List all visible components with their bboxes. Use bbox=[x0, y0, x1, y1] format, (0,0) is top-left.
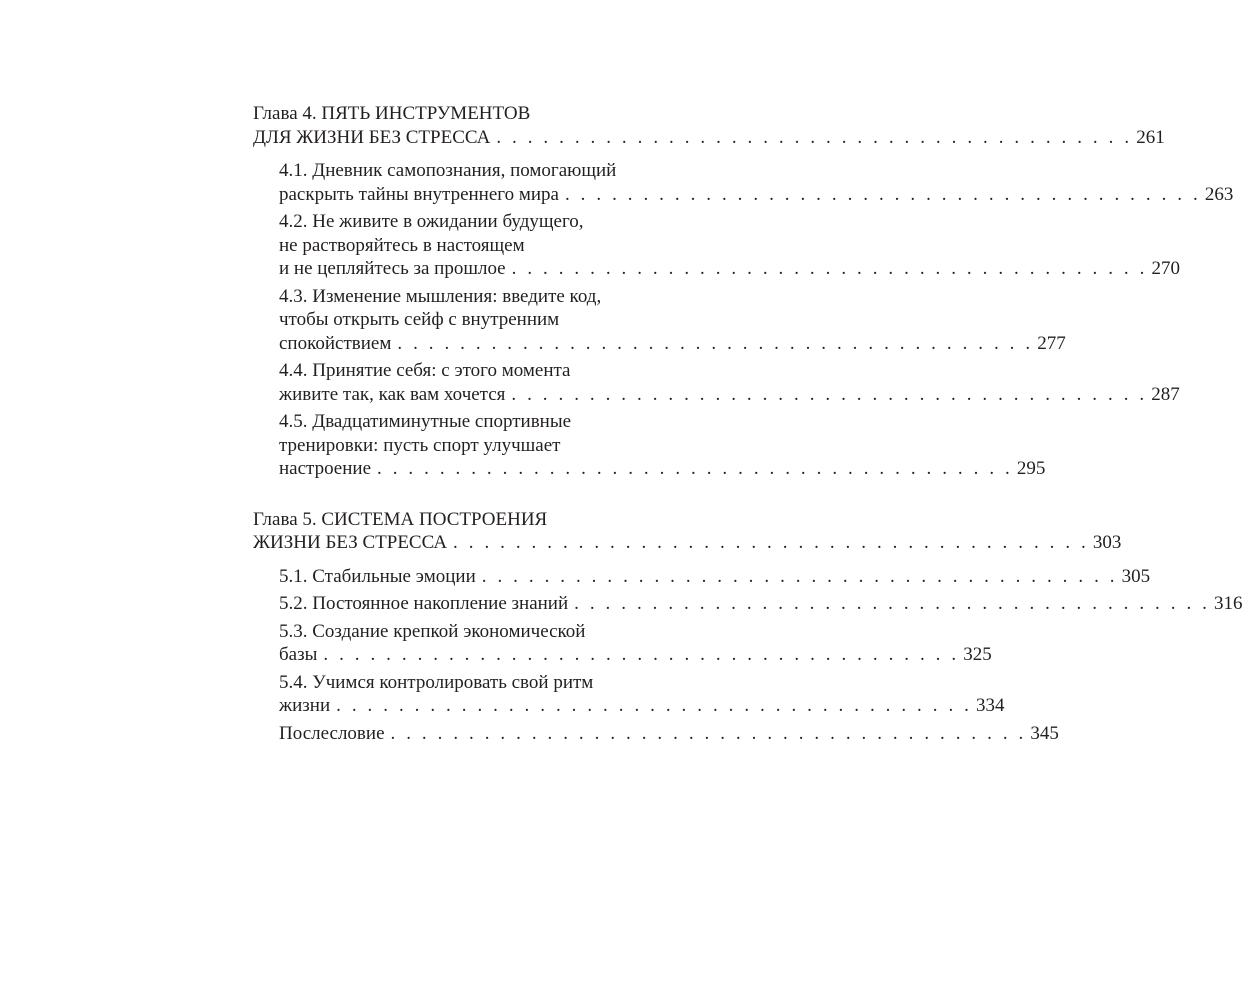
toc-entry bbox=[253, 359, 1180, 406]
chapter-5 bbox=[253, 508, 1243, 746]
entry-line: жизни bbox=[279, 695, 331, 716]
toc-entry bbox=[253, 410, 1046, 481]
toc-entry bbox=[253, 722, 1059, 746]
page-number: 270 bbox=[1151, 258, 1180, 279]
entry-line: не растворяйтесь в настоящем bbox=[279, 234, 525, 256]
toc-entry bbox=[253, 592, 1243, 616]
toc-entry bbox=[253, 210, 1180, 281]
entry-line: 4.1. Дневник самопознания, помогающий bbox=[279, 160, 617, 181]
page-number: 325 bbox=[963, 644, 992, 665]
entry-line: базы bbox=[279, 644, 318, 665]
chapter-title-line: Глава 4. ПЯТЬ ИНСТРУМЕНТОВ bbox=[253, 103, 531, 124]
dot-leader: . . . . . . . . . . . . . . . . . . . . . . . . . . . . . . . . . . . . . . . . . bbox=[453, 532, 1089, 553]
toc-entry bbox=[253, 285, 1066, 356]
entry-line: 4.4. Принятие себя: с этого момента bbox=[279, 360, 571, 381]
dot-leader: . . . . . . . . . . . . . . . . . . . . . . . . . . . . . . . . . . . . . . . . . bbox=[481, 565, 1118, 587]
entry-line: тренировки: пусть спорт улучшает bbox=[279, 434, 561, 456]
toc-entry bbox=[253, 620, 992, 667]
entry-line: 4.3. Изменение мышления: введите код, bbox=[279, 285, 602, 307]
chapter-title-line: ДЛЯ ЖИЗНИ БЕЗ СТРЕССА bbox=[253, 126, 491, 148]
dot-leader: . . . . . . . . . . . . . . . . . . . . . . . . . . . . . . . . . . . . . . . . . bbox=[323, 644, 960, 665]
entry-line: раскрыть тайны внутреннего мира bbox=[279, 183, 559, 205]
chapter-heading bbox=[253, 102, 1165, 149]
page-number: 261 bbox=[1136, 126, 1165, 148]
entry-line: и не цепляйтесь за прошлое bbox=[279, 258, 506, 279]
page-number: 305 bbox=[1121, 565, 1151, 587]
chapter-title-line: ЖИЗНИ БЕЗ СТРЕССА bbox=[253, 532, 448, 553]
toc-entry bbox=[253, 159, 1234, 206]
entry-line: 4.2. Не живите в ожидании будущего, bbox=[279, 211, 584, 232]
page-number: 345 bbox=[1030, 722, 1059, 744]
dot-leader: . . . . . . . . . . . . . . . . . . . . . . . . . . . . . . . . . . . . . . . . . bbox=[574, 593, 1210, 614]
entry-line: 5.4. Учимся контролировать свой ритм bbox=[279, 671, 594, 693]
entry-line: спокойствием bbox=[279, 332, 392, 354]
page-number: 303 bbox=[1092, 532, 1122, 553]
dot-leader: . . . . . . . . . . . . . . . . . . . . . . . . . . . . . . . . . . . . . . . . . bbox=[564, 183, 1201, 205]
entry-line: 4.5. Двадцатиминутные спортивные bbox=[279, 411, 572, 432]
toc-entry bbox=[253, 565, 1151, 589]
dot-leader: . . . . . . . . . . . . . . . . . . . . . . . . . . . . . . . . . . . . . . . . . bbox=[511, 383, 1148, 405]
entry-line: чтобы открыть сейф с внутренним bbox=[279, 309, 560, 330]
page-number: 263 bbox=[1204, 183, 1234, 205]
page-number: 287 bbox=[1151, 383, 1180, 405]
dot-leader: . . . . . . . . . . . . . . . . . . . . . . . . . . . . . . . . . . . . . . . . . bbox=[511, 258, 1148, 279]
dot-leader: . . . . . . . . . . . . . . . . . . . . . . . . . . . . . . . . . . . . . . . . . bbox=[496, 126, 1133, 148]
dot-leader: . . . . . . . . . . . . . . . . . . . . . . . . . . . . . . . . . . . . . . . . . bbox=[390, 722, 1027, 744]
entry-line: 5.2. Постоянное накопление знаний bbox=[279, 593, 569, 614]
entry-line: настроение bbox=[279, 458, 372, 479]
entry-line: Послесловие bbox=[279, 722, 385, 744]
dot-leader: . . . . . . . . . . . . . . . . . . . . . . . . . . . . . . . . . . . . . . . . . bbox=[336, 695, 972, 716]
page-number: 295 bbox=[1016, 458, 1046, 479]
entry-line: живите так, как вам хочется bbox=[279, 383, 506, 405]
page-number: 316 bbox=[1214, 593, 1243, 614]
entry-line: 5.3. Создание крепкой экономической bbox=[279, 620, 586, 642]
page-number: 277 bbox=[1037, 332, 1066, 354]
dot-leader: . . . . . . . . . . . . . . . . . . . . . . . . . . . . . . . . . . . . . . . . . bbox=[397, 332, 1034, 354]
chapter-heading bbox=[253, 508, 1122, 555]
entry-line: 5.1. Стабильные эмоции bbox=[279, 565, 476, 587]
dot-leader: . . . . . . . . . . . . . . . . . . . . . . . . . . . . . . . . . . . . . . . . . bbox=[377, 458, 1013, 479]
chapter-4 bbox=[253, 102, 1234, 481]
page-number: 334 bbox=[976, 695, 1005, 716]
table-of-contents bbox=[253, 102, 1243, 755]
toc-entry bbox=[253, 671, 1005, 718]
chapter-title-line: Глава 5. СИСТЕМА ПОСТРОЕНИЯ bbox=[253, 508, 548, 530]
